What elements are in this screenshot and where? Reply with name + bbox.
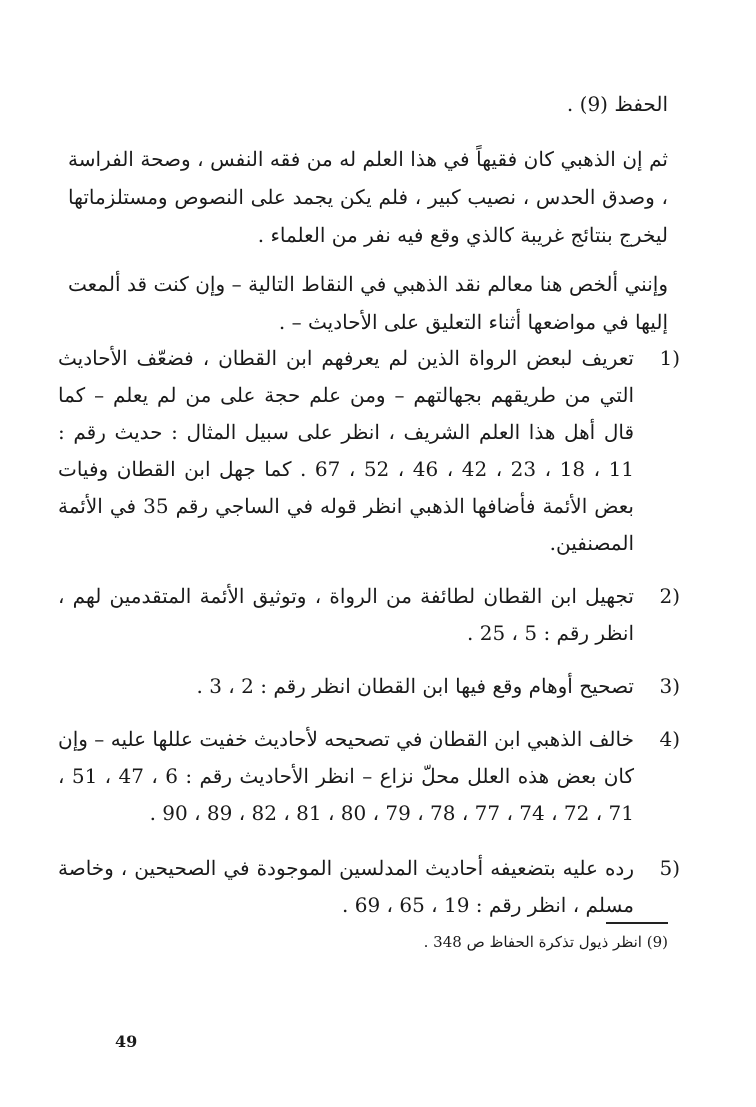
list-item-text: تعريف لبعض الرواة الذين لم يعرفهم ابن القطان ، فضعّف الأحاديث التي من طريقهم بجهالتهم – ومن علم حجة على من لم يعلم – كما قال أهل هذا العلم الشريف ، انظر على سبيل المثال : حديث رقم : 11 ، 18 ، 23 ، 42 ، 46 ، 52 ، 67 . كما جهل ابن القطان وفيات بعض الأئمة فأضافها الذهبي انظر قوله في الساجي رقم 35 في الأئمة المصنفين.	[58, 346, 635, 555]
list-item	[58, 850, 680, 924]
list-item-text: تجهيل ابن القطان لطائفة من الرواة ، وتوثيق الأئمة المتقدمين لهم ، انظر رقم : 5 ، 25 .	[58, 584, 634, 645]
paragraph-summary: وإنني ألخص هنا معالم نقد الذهبي في النقاط التالية – وإن كنت قد ألمعت إليها في مواضعها أثناء التعليق على الأحاديث – .	[68, 272, 668, 334]
list-item-number: 5)	[659, 856, 680, 880]
footnote: (9) انظر ذيول تذكرة الحفاظ ص 348 .	[423, 933, 668, 951]
list-item	[58, 721, 680, 832]
page-number: 49	[115, 1032, 138, 1051]
paragraph-intro: ثم إن الذهبي كان فقيهاً في هذا العلم له من فقه النفس ، وصحة الفراسة ، وصدق الحدس ، نصيب كبير ، فلم يكن يجمد على النصوص ومستلزماتها ليخرج بنتائج غريبة كالذي وقع فيه نفر من العلماء .	[68, 147, 668, 247]
list-item-number: 3)	[659, 674, 680, 698]
list-item-number: 2)	[659, 584, 680, 608]
list-item	[58, 578, 680, 652]
list-item-number: 4)	[659, 727, 680, 751]
list-item-number: 1)	[659, 346, 680, 370]
list-item-text: خالف الذهبي ابن القطان في تصحيحه لأحاديث خفيت عللها عليه – وإن كان بعض هذه العلل محلّ نزاع – انظر الأحاديث رقم : 6 ، 47 ، 51 ، 71 ، 72 ، 74 ، 77 ، 78 ، 79 ، 80 ، 81 ، 82 ، 89 ، 90 .	[58, 727, 635, 825]
continuation-line: الحفظ (9) .	[566, 92, 668, 116]
list-item-text: تصحيح أوهام وقع فيها ابن القطان انظر رقم : 2 ، 3 .	[196, 674, 634, 698]
numbered-list	[58, 340, 680, 924]
footnote-divider	[606, 922, 668, 924]
list-item	[58, 340, 680, 562]
list-item-text: رده عليه بتضعيفه أحاديث المدلسين الموجودة في الصحيحين ، وخاصة مسلم ، انظر رقم : 19 ، 65 ، 69 .	[58, 856, 635, 917]
list-item	[58, 668, 680, 705]
